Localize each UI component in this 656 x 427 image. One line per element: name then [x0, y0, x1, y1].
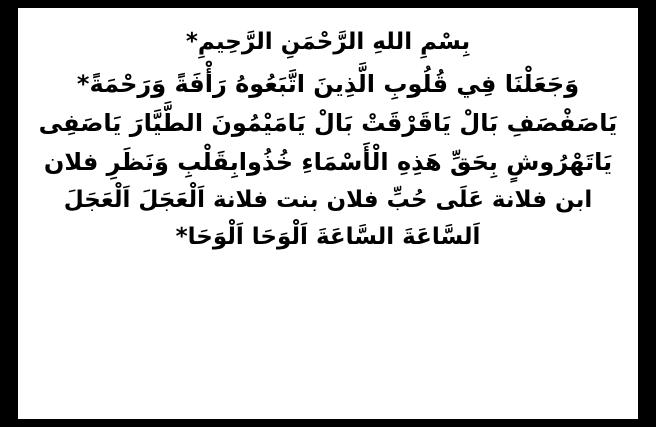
document-paper: [18, 8, 638, 419]
text-line-6: اَلسَّاعَةَ السَّاعَةَ اَلْوَحَا اَلْوَحَا*: [175, 224, 481, 251]
text-line-4: يَاتَهْرُوشٍ بِحَقِّ هَذِهِ الْأَسْمَاءِ خُذُوابِقَلْبِ وَنَظَرِ فلان: [43, 148, 613, 176]
arabic-text-block: [18, 8, 638, 419]
text-line-2: وَجَعَلْنَا فِي قُلُوبِ الَّذِينَ اتَّبَعُوهُ رَأْفَةً وَرَحْمَةً*: [76, 70, 580, 99]
text-line-1: بِسْمِ اللهِ الرَّحْمَنِ الرَّحِيمِ*: [185, 29, 471, 55]
text-line-5: ابن فلانة عَلَى حُبِّ فلان بنت فلانة اَلْعَجَلَ اَلْعَجَلَ: [63, 186, 593, 213]
text-line-3: يَاصَفْصَفِ بَالْ يَاقَرْقَتْ بَالْ يَامَيْمُونَ الطَّيَّارَ يَاصَفِى: [38, 109, 618, 138]
